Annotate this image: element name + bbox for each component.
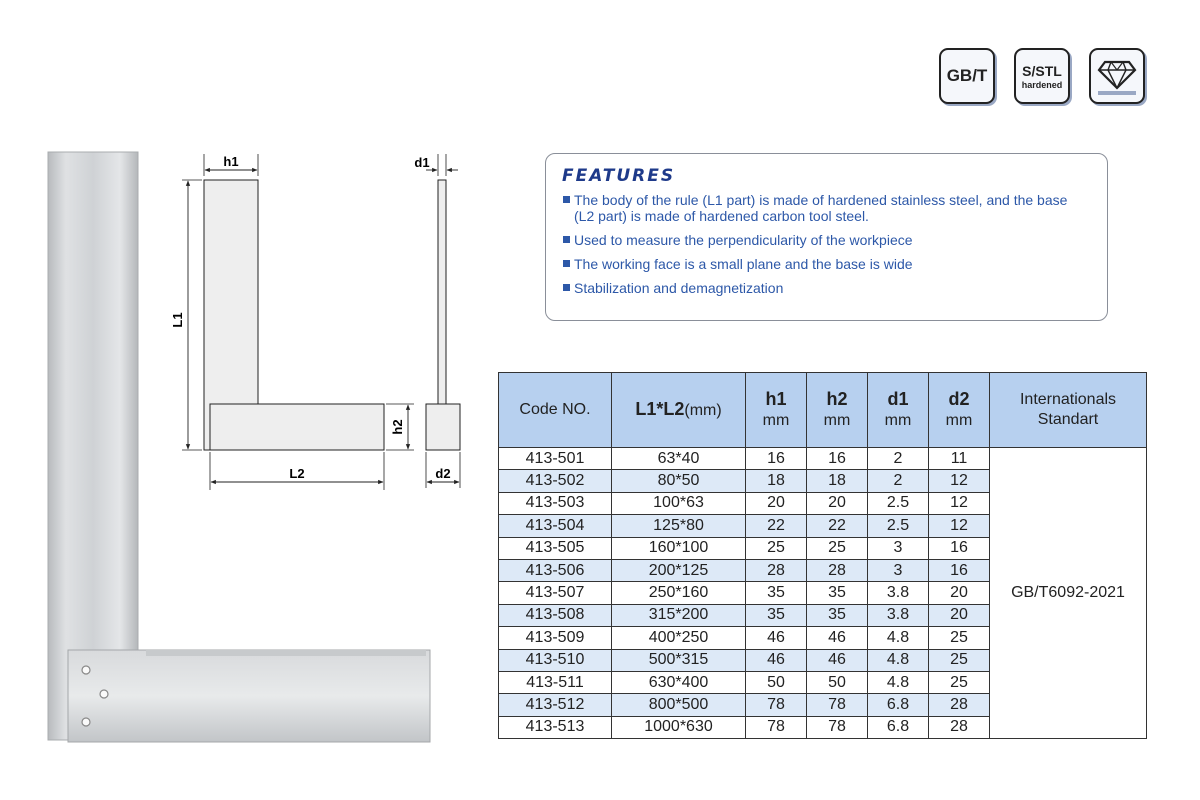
dimension-drawing [150,140,480,500]
cell-size: 250*160 [612,582,746,604]
cell-d2: 20 [929,582,990,604]
cell-h1: 35 [746,582,807,604]
cell-d2: 16 [929,537,990,559]
cell-code: 413-511 [499,671,612,693]
hardened-badge-text: hardened [1021,79,1063,90]
cell-d1: 2 [868,448,929,470]
cell-d1: 2.5 [868,515,929,537]
cell-h1: 35 [746,604,807,626]
cell-h2: 50 [807,671,868,693]
cell-size: 200*125 [612,559,746,581]
feature-item: Used to measure the perpendicularity of the workpiece [562,232,1091,248]
cell-h2: 22 [807,515,868,537]
cell-d1: 6.8 [868,694,929,716]
cell-h2: 20 [807,492,868,514]
cell-size: 80*50 [612,470,746,492]
cell-d2: 20 [929,604,990,626]
cell-code: 413-509 [499,627,612,649]
cell-d2: 25 [929,671,990,693]
l2-label: L2 [289,466,305,481]
cell-h1: 16 [746,448,807,470]
cell-code: 413-501 [499,448,612,470]
feature-item: Stabilization and demagnetization [562,280,1091,296]
cell-code: 413-512 [499,694,612,716]
cell-d1: 4.8 [868,627,929,649]
sstl-badge-text: S/STL [1022,62,1062,79]
cell-h2: 46 [807,627,868,649]
cell-h1: 78 [746,694,807,716]
cell-h1: 28 [746,559,807,581]
cell-h2: 46 [807,649,868,671]
cell-code: 413-513 [499,716,612,738]
cell-size: 100*63 [612,492,746,514]
cell-h2: 35 [807,582,868,604]
cell-d1: 2 [868,470,929,492]
h1-label: h1 [223,154,239,169]
cell-size: 400*250 [612,627,746,649]
cell-size: 800*500 [612,694,746,716]
features-panel [545,153,1108,321]
cell-size: 1000*630 [612,716,746,738]
cell-d2: 16 [929,559,990,581]
cell-h2: 35 [807,604,868,626]
cell-d1: 2.5 [868,492,929,514]
cell-d1: 3 [868,537,929,559]
feature-item: The working face is a small plane and the base is wide [562,256,1091,272]
gbt-badge [939,48,995,104]
cell-d1: 6.8 [868,716,929,738]
feature-item: The body of the rule (L1 part) is made of hardened stainless steel, and the base (L2 part) is made of hardened carbon tool steel. [562,192,1091,224]
cell-d2: 11 [929,448,990,470]
l1-label: L1 [170,312,185,328]
cell-h2: 25 [807,537,868,559]
gbt-badge-text: GB/T [946,66,988,85]
diamond-badge [1089,48,1145,104]
cell-d1: 3.8 [868,582,929,604]
d1-label: d1 [414,155,430,170]
cell-d2: 12 [929,515,990,537]
sstl-hardened-badge [1014,48,1070,104]
cell-standard: GB/T6092-2021 [990,448,1147,739]
cell-d2: 28 [929,694,990,716]
cell-code: 413-502 [499,470,612,492]
cell-d2: 12 [929,470,990,492]
header-size: L1*L2(mm) [612,373,746,448]
header-code: Code NO. [499,373,612,448]
cell-size: 315*200 [612,604,746,626]
cell-h1: 18 [746,470,807,492]
cell-d1: 3 [868,559,929,581]
header-d1: d1 mm [868,373,929,448]
cell-code: 413-505 [499,537,612,559]
features-list [562,192,1091,296]
cell-h1: 22 [746,515,807,537]
cell-h2: 18 [807,470,868,492]
cell-size: 630*400 [612,671,746,693]
cell-h2: 78 [807,694,868,716]
header-standard: Internationals Standart [990,373,1147,448]
cell-h1: 25 [746,537,807,559]
cell-code: 413-506 [499,559,612,581]
cell-size: 125*80 [612,515,746,537]
cell-code: 413-508 [499,604,612,626]
cell-d2: 25 [929,649,990,671]
h2-label: h2 [390,419,405,435]
header-h2: h2 mm [807,373,868,448]
cell-code: 413-503 [499,492,612,514]
d2-label: d2 [435,466,451,481]
cell-size: 500*315 [612,649,746,671]
cell-d1: 3.8 [868,604,929,626]
header-d2: d2 mm [929,373,990,448]
cell-h1: 50 [746,671,807,693]
cell-h1: 46 [746,627,807,649]
cell-size: 63*40 [612,448,746,470]
cell-d1: 4.8 [868,649,929,671]
cell-code: 413-507 [499,582,612,604]
features-title: FEATURES [562,166,676,186]
cell-d2: 12 [929,492,990,514]
spec-table [498,372,1147,739]
cell-d2: 28 [929,716,990,738]
table-header-row [499,373,1147,448]
cell-h1: 78 [746,716,807,738]
cell-h2: 16 [807,448,868,470]
table-row [499,448,1147,470]
cell-size: 160*100 [612,537,746,559]
cell-h1: 46 [746,649,807,671]
cell-code: 413-510 [499,649,612,671]
header-h1: h1 mm [746,373,807,448]
cell-h1: 20 [746,492,807,514]
cell-h2: 28 [807,559,868,581]
cell-d2: 25 [929,627,990,649]
cell-h2: 78 [807,716,868,738]
cell-d1: 4.8 [868,671,929,693]
cell-code: 413-504 [499,515,612,537]
diamond-icon [1095,54,1139,98]
